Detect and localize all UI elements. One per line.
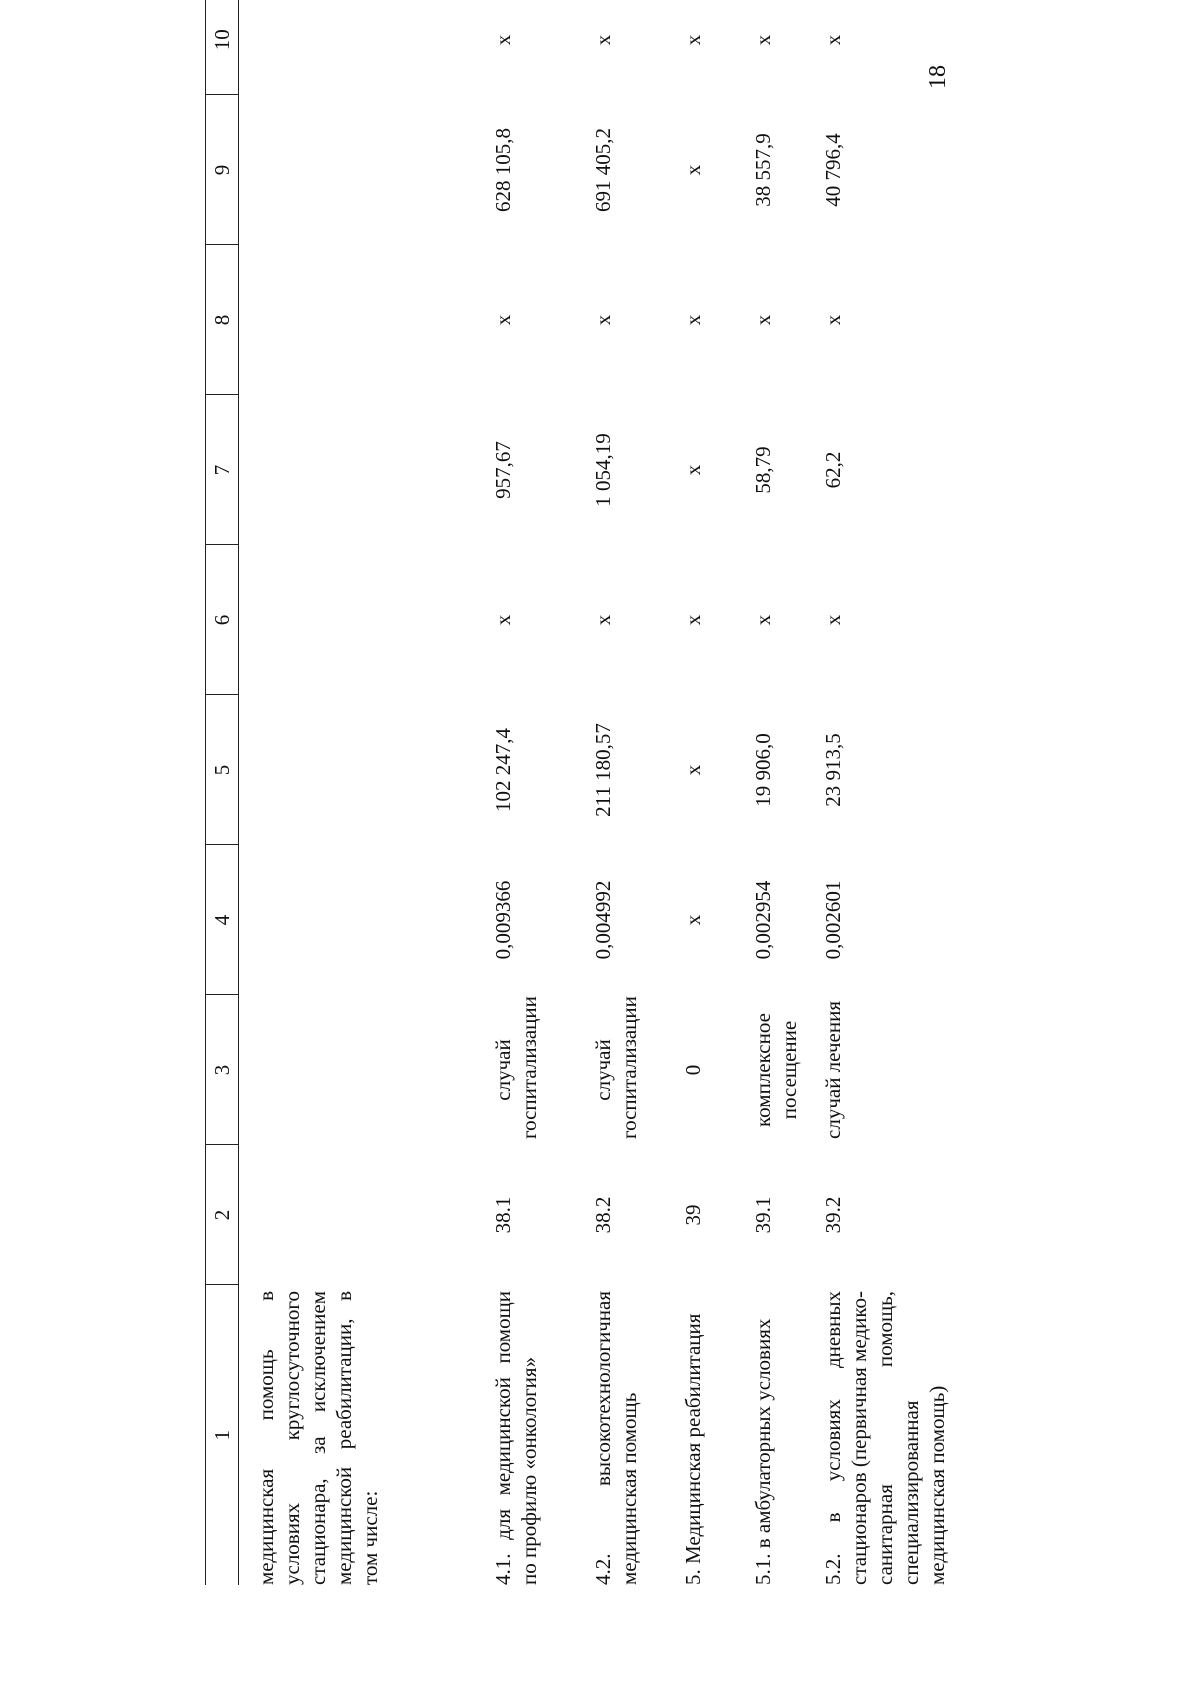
cell-col4: 0,004992 xyxy=(590,880,615,960)
cell-col6: х xyxy=(490,614,515,626)
cell-col9: х xyxy=(680,164,705,176)
rotated-table-wrapper xyxy=(205,29,970,1585)
cell-col8: х xyxy=(750,314,775,326)
cell-unit: случай госпитализации xyxy=(590,996,641,1139)
cell-col8: х xyxy=(820,314,845,326)
column-header-7: 7 xyxy=(206,395,239,545)
cell-col10: х xyxy=(490,34,515,46)
cell-col4 xyxy=(239,845,484,995)
table-row xyxy=(814,0,964,1585)
cell-col9: 691 405,2 xyxy=(590,128,615,212)
cell-col7: 957,67 xyxy=(490,441,515,499)
cell-col7: 1 054,19 xyxy=(590,433,615,507)
table-row xyxy=(744,0,814,1585)
column-header-6: 6 xyxy=(206,545,239,695)
cell-row-number: 38.2 xyxy=(590,1196,615,1234)
cell-col8: х xyxy=(490,314,515,326)
column-header-10: 10 xyxy=(206,0,239,95)
column-header-3: 3 xyxy=(206,995,239,1145)
cell-col8: х xyxy=(590,314,615,326)
cell-col4: 0,002954 xyxy=(750,880,775,960)
cell-unit: случай лечения xyxy=(820,1001,845,1139)
row-label: медицинская помощь в условиях круглосуточного стационара, за исключением медицинской реабилитации, в том числе: xyxy=(254,1291,382,1585)
cell-col5 xyxy=(239,695,484,845)
data-table xyxy=(205,0,964,1585)
cell-col10: х xyxy=(820,34,845,46)
cell-unit: комплексное посещение xyxy=(750,1013,801,1127)
cell-row-number xyxy=(239,1145,484,1285)
table-row xyxy=(584,0,674,1585)
cell-col8 xyxy=(239,245,484,395)
cell-col7: 58,79 xyxy=(750,446,775,494)
cell-col5: х xyxy=(680,764,705,776)
cell-col9: 40 796,4 xyxy=(820,133,845,207)
cell-col4: 0,002601 xyxy=(820,880,845,960)
cell-unit xyxy=(239,995,484,1145)
cell-col4: х xyxy=(680,914,705,926)
cell-col5: 211 180,57 xyxy=(590,723,615,817)
cell-col6: х xyxy=(680,614,705,626)
row-label: 4.2. высокотехнологичная медицинская помощь xyxy=(590,1291,641,1585)
cell-row-number: 39.2 xyxy=(820,1196,845,1234)
column-header-4: 4 xyxy=(206,845,239,995)
cell-unit: случай госпитализации xyxy=(490,996,541,1139)
cell-col8: х xyxy=(680,314,705,326)
table-row xyxy=(239,0,484,1585)
page-number: 18 xyxy=(925,65,951,89)
cell-col10: х xyxy=(680,34,705,46)
cell-col10 xyxy=(239,0,484,95)
row-label: 5. Медицинская реабилитация xyxy=(680,1313,705,1585)
column-header-2: 2 xyxy=(206,1145,239,1285)
cell-row-number: 38.1 xyxy=(490,1196,515,1234)
cell-col4: 0,009366 xyxy=(490,880,515,960)
cell-unit: 0 xyxy=(680,1064,705,1076)
cell-row-number: 39 xyxy=(680,1204,705,1226)
row-label: 5.1. в амбулаторных условиях xyxy=(750,1318,775,1585)
table-row xyxy=(484,0,584,1585)
column-header-1: 1 xyxy=(206,1285,239,1585)
cell-row-number: 39.1 xyxy=(750,1196,775,1234)
cell-col5: 102 247,4 xyxy=(490,728,515,812)
cell-col6: х xyxy=(590,614,615,626)
cell-col6: х xyxy=(750,614,775,626)
cell-col7 xyxy=(239,395,484,545)
cell-col7: х xyxy=(680,464,705,476)
row-label: 5.2. в условиях дневных стационаров (первичная медико-санитарная помощь, специализированная медицинская помощь) xyxy=(820,1291,949,1585)
column-header-8: 8 xyxy=(206,245,239,395)
column-header-5: 5 xyxy=(206,695,239,845)
cell-col9: 38 557,9 xyxy=(750,133,775,207)
cell-col10: х xyxy=(590,34,615,46)
cell-col5: 23 913,5 xyxy=(820,733,845,807)
column-header-9: 9 xyxy=(206,95,239,245)
cell-col10: х xyxy=(750,34,775,46)
table-header-row xyxy=(206,0,239,1585)
cell-col9: 628 105,8 xyxy=(490,128,515,212)
cell-col9 xyxy=(239,95,484,245)
row-label: 4.1. для медицинской помощи по профилю «онкология» xyxy=(490,1291,541,1585)
cell-col5: 19 906,0 xyxy=(750,733,775,807)
cell-col6 xyxy=(239,545,484,695)
cell-col6: х xyxy=(820,614,845,626)
table-row xyxy=(674,0,744,1585)
cell-col7: 62,2 xyxy=(820,451,845,489)
